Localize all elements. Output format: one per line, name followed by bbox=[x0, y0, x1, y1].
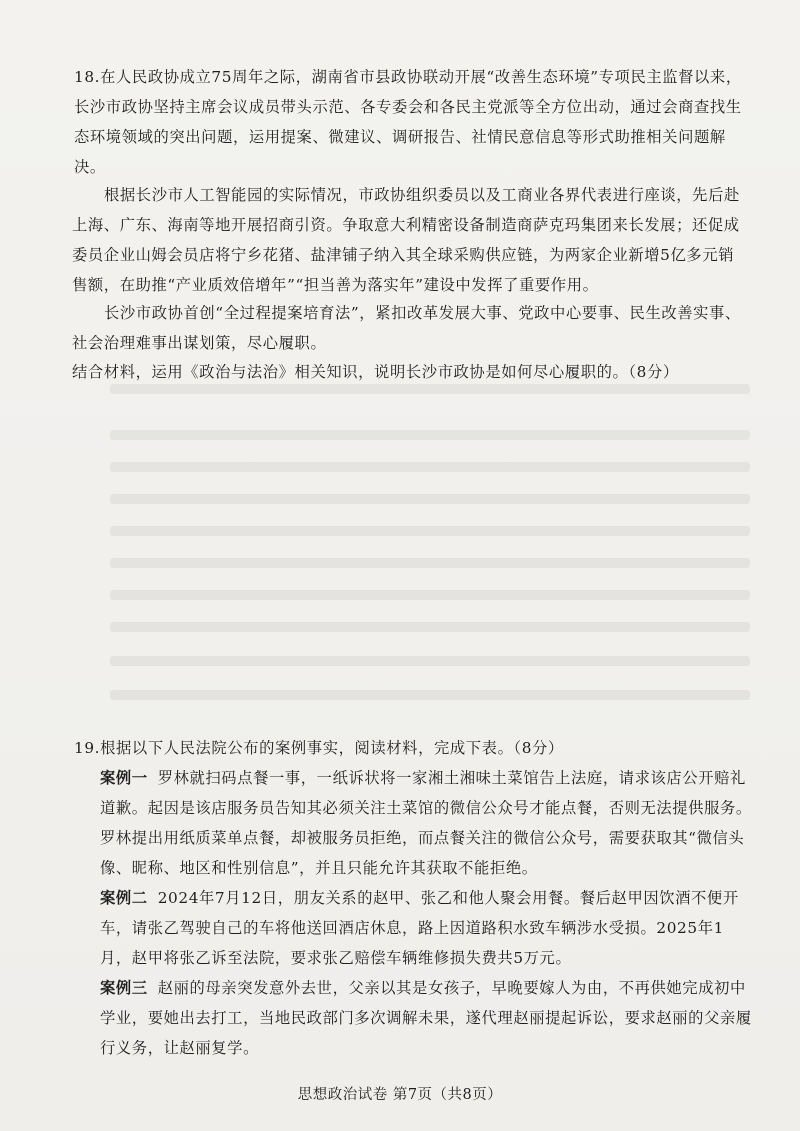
q19-intro bbox=[74, 733, 746, 763]
q19-intro-text: 根据以下人民法院公布的案例事实，阅读材料，完成下表。（8分） bbox=[100, 739, 564, 757]
case-2-label: 案例二 bbox=[100, 889, 148, 907]
q18-paragraph-2: 根据长沙市人工智能园的实际情况，市政协组织委员以及工商业各界代表进行座谈，先后赴上海、广东、海南等地开展招商引资。争取意大利精密设备制造商萨克玛集团来长发展；还促成委员企业山姆会员店将宁乡花猪、盐津铺子纳入其全球采购供应链，为两家企业新增5亿多元销售额，在助推“产业质效倍增年”“担当善为落实年”建设中发挥了重要作用。 bbox=[72, 186, 740, 294]
case-1-label: 案例一 bbox=[100, 769, 148, 787]
case-3-label: 案例三 bbox=[100, 979, 148, 997]
bleed-through-mark bbox=[110, 558, 750, 568]
bleed-through-mark bbox=[110, 526, 750, 536]
bleed-through-mark bbox=[110, 590, 750, 600]
bleed-through-mark bbox=[110, 690, 750, 700]
case-1-text: 罗林就扫码点餐一事，一纸诉状将一家湘土湘味土菜馆告上法庭，请求该店公开赔礼道歉。起因是该店服务员告知其必须关注土菜馆的微信公众号才能点餐，否则无法提供服务。罗林提出用纸质菜单点餐，却被服务员拒绝，而点餐关注的微信公众号，需要获取其“微信头像、昵称、地区和性别信息”，并且只能允许其获取不能拒绝。 bbox=[100, 769, 752, 877]
bleed-through-mark bbox=[110, 656, 750, 666]
page-footer: 思想政治试卷 第7页（共8页） bbox=[297, 1087, 503, 1103]
case-3 bbox=[100, 973, 752, 1063]
case-3-text: 赵丽的母亲突发意外去世，父亲以其是女孩子，早晚要嫁人为由，不再供她完成初中学业，要她出去打工，当地民政部门多次调解未果，遂代理赵丽提起诉讼，要求赵丽的父亲履行义务，让赵丽复学。 bbox=[100, 979, 752, 1057]
case-2 bbox=[100, 883, 752, 973]
q18-number: 18. bbox=[74, 68, 101, 86]
q18-paragraph-3: 长沙市政协首创“全过程提案培育法”，紧扣改革发展大事、党政中心要事、民生改善实事、社会治理难事出谋划策，尽心履职。 bbox=[72, 304, 741, 352]
bleed-through-mark bbox=[110, 622, 750, 632]
bleed-through-mark bbox=[110, 494, 750, 504]
case-1 bbox=[100, 763, 752, 883]
q18-intro-text: 在人民政协成立75周年之际，湖南省市县政协联动开展“改善生态环境”专项民主监督以来，长沙市政协坚持主席会议成员带头示范、各专委会和各民主党派等全方位出动，通过会商查找生态环境领域的突出问题，运用提案、微建议、调研报告、社情民意信息等形式助推相关问题解决。 bbox=[74, 68, 742, 176]
q18-question: 结合材料，运用《政治与法治》相关知识，说明长沙市政协是如何尽心履职的。（8分） bbox=[72, 363, 679, 381]
bleed-through-mark bbox=[110, 430, 750, 440]
q18-intro bbox=[74, 62, 746, 182]
case-2-text: 2024年7月12日，朋友关系的赵甲、张乙和他人聚会用餐。餐后赵甲因饮酒不便开车，请张乙驾驶自己的车将他送回酒店休息，路上因道路积水致车辆涉水受损。2025年1月，赵甲将张乙诉至法院，要求张乙赔偿车辆维修损失费共5万元。 bbox=[100, 889, 739, 967]
q19-number: 19. bbox=[74, 739, 101, 757]
bleed-through-mark bbox=[110, 462, 750, 472]
